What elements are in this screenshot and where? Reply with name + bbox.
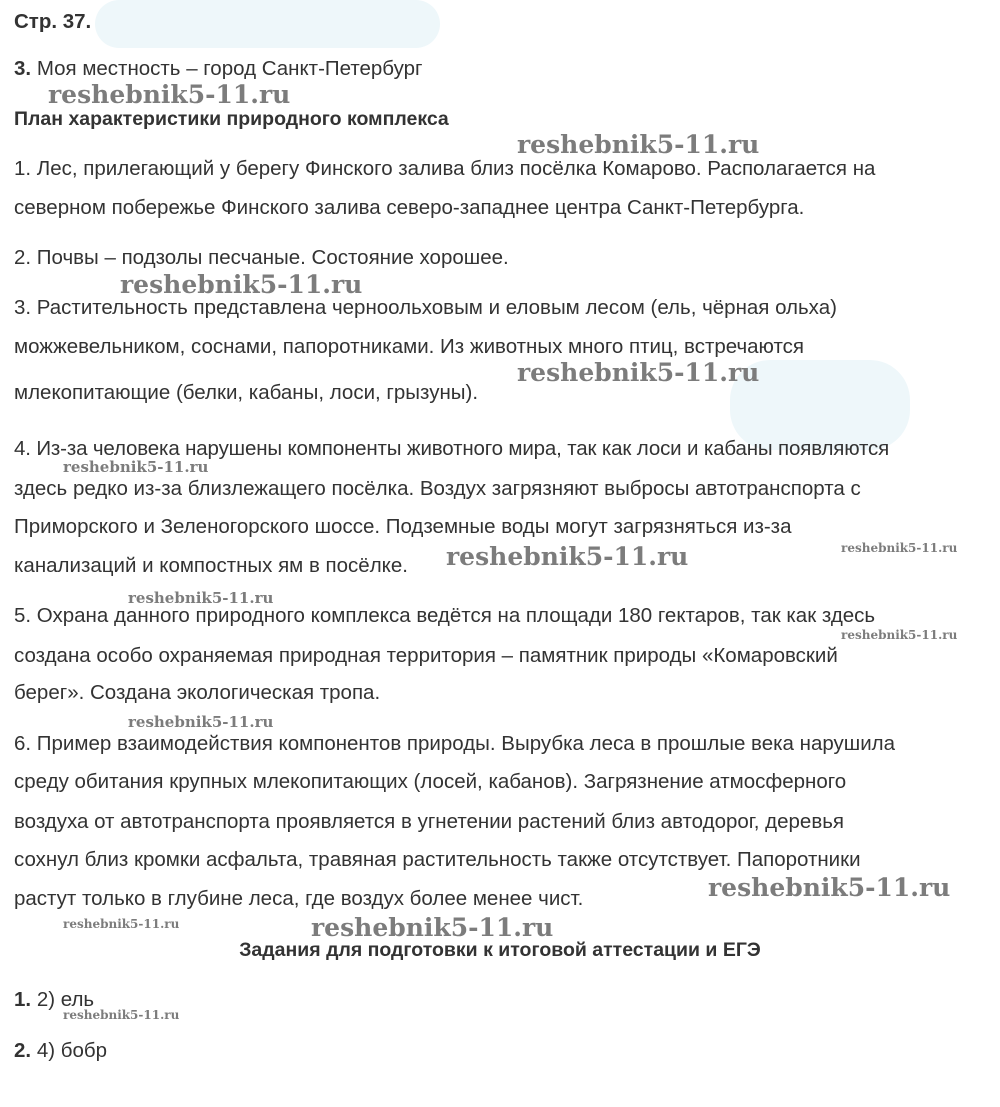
body-line: 1. Лес, прилегающий у берегу Финского залива близ посёлка Комарово. Располагается на	[14, 157, 876, 180]
body-line: 4. Из-за человека нарушены компоненты животного мира, так как лоси и кабаны появляются	[14, 437, 890, 460]
body-line: 6. Пример взаимодействия компонентов природы. Вырубка леса в прошлые века нарушила	[14, 732, 896, 755]
answer-text: 2) ель	[36, 988, 95, 1011]
plan-heading: План характеристики природного комплекса	[14, 108, 449, 130]
watermark: reshebnik5-11.ru	[128, 589, 274, 607]
watermark: reshebnik5-11.ru	[517, 358, 760, 387]
body-line: воздуха от автотранспорта проявляется в угнетении растений близ автодорог, деревья	[14, 810, 844, 833]
body-line: северном побережье Финского залива северо-западнее центра Санкт-Петербурга.	[14, 196, 805, 219]
body-line: 5. Охрана данного природного комплекса ведётся на площади 180 гектаров, так как здесь	[14, 604, 876, 627]
watermark: reshebnik5-11.ru	[48, 80, 291, 109]
watermark: reshebnik5-11.ru	[63, 917, 180, 931]
body-line: 3. Растительность представлена черноольховым и еловым лесом (ель, чёрная ольха)	[14, 296, 837, 319]
watermark: reshebnik5-11.ru	[708, 873, 951, 902]
body-line: растут только в глубине леса, где воздух более менее чист.	[14, 887, 584, 910]
page-number-header: Стр. 37.	[14, 10, 92, 33]
body-line: Приморского и Зеленогорского шоссе. Подземные воды могут загрязняться из-за	[14, 515, 792, 538]
watermark: reshebnik5-11.ru	[841, 628, 958, 642]
answer-number: 1.	[14, 988, 32, 1011]
watermark: reshebnik5-11.ru	[446, 542, 689, 571]
answer-item	[14, 1039, 107, 1063]
body-line: канализаций и компостных ям в посёлке.	[14, 554, 408, 577]
body-line: среду обитания крупных млекопитающих (лосей, кабанов). Загрязнение атмосферного	[14, 770, 847, 793]
background-highlight	[95, 0, 440, 48]
watermark: reshebnik5-11.ru	[63, 458, 209, 476]
body-line: 2. Почвы – подзолы песчаные. Состояние хорошее.	[14, 246, 509, 269]
task-title-text: Моя местность – город Санкт-Петербург	[36, 57, 423, 80]
body-line: создана особо охраняемая природная территория – памятник природы «Комаровский	[14, 644, 838, 667]
watermark: reshebnik5-11.ru	[311, 913, 554, 942]
exam-heading: Задания для подготовки к итоговой аттестации и ЕГЭ	[239, 939, 761, 961]
body-line: здесь редко из-за близлежащего посёлка. Воздух загрязняют выбросы автотранспорта с	[14, 477, 861, 500]
body-line: млекопитающие (белки, кабаны, лоси, грызуны).	[14, 381, 479, 404]
watermark: reshebnik5-11.ru	[63, 1008, 180, 1022]
answer-number: 2.	[14, 1039, 32, 1062]
watermark: reshebnik5-11.ru	[128, 713, 274, 731]
watermark: reshebnik5-11.ru	[841, 541, 958, 555]
task-number: 3.	[14, 57, 32, 80]
answer-text: 4) бобр	[36, 1039, 108, 1062]
watermark: reshebnik5-11.ru	[120, 270, 363, 299]
watermark: reshebnik5-11.ru	[517, 130, 760, 159]
task-3-title	[14, 57, 423, 81]
body-line: берег». Создана экологическая тропа.	[14, 681, 381, 704]
body-line: сохнул близ кромки асфальта, травяная растительность также отсутствует. Папоротники	[14, 848, 861, 871]
body-line: можжевельником, соснами, папоротниками. Из животных много птиц, встречаются	[14, 335, 804, 358]
